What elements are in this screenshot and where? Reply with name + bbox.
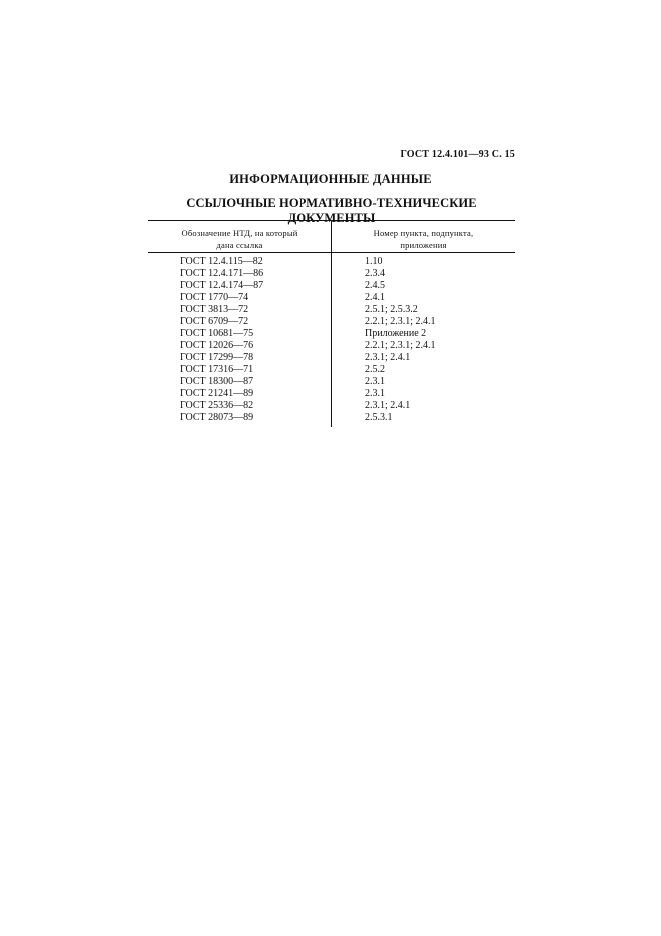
clause-reference: 2.3.1 bbox=[365, 388, 385, 399]
document-designation: ГОСТ 25336—82 bbox=[180, 400, 254, 411]
column-header-document bbox=[148, 227, 331, 251]
document-designation: ГОСТ 28073—89 bbox=[180, 412, 254, 423]
table-row bbox=[148, 268, 515, 280]
document-designation: ГОСТ 1770—74 bbox=[180, 292, 249, 303]
document-designation: ГОСТ 17299—78 bbox=[180, 352, 254, 363]
table-row bbox=[148, 340, 515, 352]
table-row bbox=[148, 376, 515, 388]
document-designation: ГОСТ 12.4.115—82 bbox=[180, 256, 263, 267]
document-designation: ГОСТ 12.4.174—87 bbox=[180, 280, 264, 291]
clause-reference: 2.5.2 bbox=[365, 364, 385, 375]
column-header-reference bbox=[332, 227, 515, 251]
table-row bbox=[148, 280, 515, 292]
column-header-reference-line-2: приложения bbox=[400, 240, 447, 250]
table-row bbox=[148, 364, 515, 376]
clause-reference: 1.10 bbox=[365, 256, 383, 267]
column-header-document-line-1: Обозначение НТД, на который bbox=[181, 228, 298, 238]
document-designation: ГОСТ 6709—72 bbox=[180, 316, 249, 327]
clause-reference: 2.5.1; 2.5.3.2 bbox=[365, 304, 418, 315]
column-header-document-line-2: дана ссылка bbox=[216, 240, 263, 250]
clause-reference: 2.4.1 bbox=[365, 292, 385, 303]
table-row bbox=[148, 400, 515, 412]
table-row bbox=[148, 292, 515, 304]
document-designation: ГОСТ 12026—76 bbox=[180, 340, 254, 351]
clause-reference: 2.3.1; 2.4.1 bbox=[365, 352, 411, 363]
table-row bbox=[148, 304, 515, 316]
document-title: ИНФОРМАЦИОННЫЕ ДАННЫЕ bbox=[229, 172, 432, 186]
document-designation: ГОСТ 10681—75 bbox=[180, 328, 254, 339]
document-designation: ГОСТ 3813—72 bbox=[180, 304, 249, 315]
clause-reference: 2.3.4 bbox=[365, 268, 385, 279]
document-designation: ГОСТ 17316—71 bbox=[180, 364, 254, 375]
table-row bbox=[148, 328, 515, 340]
column-header-reference-line-1: Номер пункта, подпункта, bbox=[373, 228, 474, 238]
document-designation: ГОСТ 12.4.171—86 bbox=[180, 268, 264, 279]
document-designation: ГОСТ 18300—87 bbox=[180, 376, 254, 387]
table-row bbox=[148, 388, 515, 400]
clause-reference: 2.3.1; 2.4.1 bbox=[365, 400, 411, 411]
page-header: ГОСТ 12.4.101—93 С. 15 bbox=[400, 149, 515, 160]
table-row bbox=[148, 256, 515, 268]
document-designation: ГОСТ 21241—89 bbox=[180, 388, 254, 399]
clause-reference: 2.4.5 bbox=[365, 280, 385, 291]
table-row bbox=[148, 412, 515, 424]
document-subtitle: ССЫЛОЧНЫЕ НОРМАТИВНО-ТЕХНИЧЕСКИЕ ДОКУМЕНТЫ bbox=[186, 196, 477, 225]
clause-reference: 2.5.3.1 bbox=[365, 412, 393, 423]
references-table bbox=[148, 220, 515, 427]
table-row bbox=[148, 352, 515, 364]
clause-reference: 2.2.1; 2.3.1; 2.4.1 bbox=[365, 340, 436, 351]
table-body bbox=[148, 256, 515, 424]
clause-reference: 2.3.1 bbox=[365, 376, 385, 387]
clause-reference: 2.2.1; 2.3.1; 2.4.1 bbox=[365, 316, 436, 327]
table-row bbox=[148, 316, 515, 328]
clause-reference: Приложение 2 bbox=[365, 328, 427, 339]
